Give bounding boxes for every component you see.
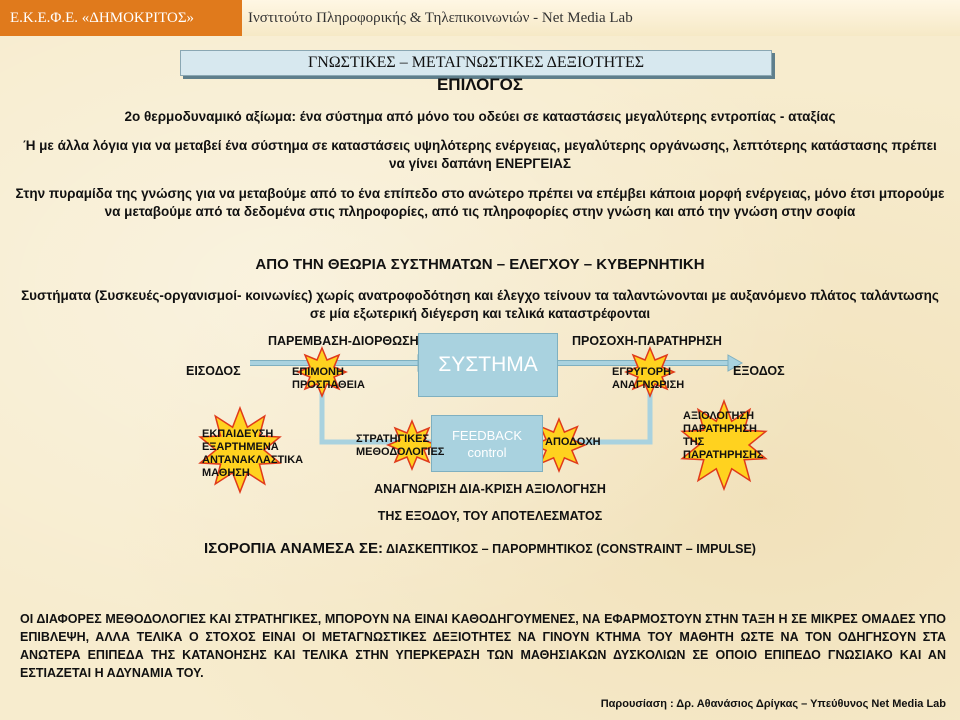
persistence-label [292,366,365,392]
paragraph-pyramid: Στην πυραμίδα της γνώσης για να μεταβούμε από το ένα επίπεδο στο ανώτερο πρέπει να επέμβει κάποια μορφή ενέργειας, μόνο έτσι μπορούμε να μεταβούμε από τα δεδομένα στις πληροφορίες, από τις πληροφορίες στην γνώση και από την γνώση στην σοφία [15,186,945,219]
section-heading: ΑΠΟ ΤΗΝ ΘΕΩΡΙΑ ΣΥΣΤΗΜΑΤΩΝ – ΕΛΕΓΧΟΥ – ΚΥΒΕΡΝΗΤΙΚΗ [255,256,705,273]
systems-text: Συστήματα (Συσκευές-οργανισμοί- κοινωνίες) χωρίς ανατροφοδότηση και έλεγχο τείνουν τα ταλαντώνονται με αυξανόμενο πλάτος ταλάντωσης σε μία εξωτερική διέγερση και τελικά καταστρέφονται [21,288,939,321]
persistence-line-1: ΕΠΙΜΟΝΗ [292,366,344,378]
education-line-2: ΕΞΑΡΤΗΜΕΝΑ [202,441,279,453]
evaluation-label [683,410,764,462]
evaluation-line-2: ΠΑΡΑΤΗΡΗΣΗ [683,423,757,435]
feedback-label: FEEDBACK [451,427,523,443]
education-line-3: ΑΝΤΑΝΑΚΛΑΣΤΙΚΑ [202,454,304,466]
system-box: ΣΥΣΤΗΜΑ [418,333,558,397]
evaluation-line-3: ΤΗΣ [683,436,705,448]
vigilant-line-1: ΕΓΡΥΓΟΡΗ [612,366,672,378]
balance-rest: ΔΙΑΣΚΕΠΤΙΚΟΣ – ΠΑΡΟΡΜΗΤΙΚΟΣ (CONSTRAINT – IMPULSE) [383,542,756,556]
conclusion-paragraph: ΟΙ ΔΙΑΦΟΡΕΣ ΜΕΘΟΔΟΛΟΓΙΕΣ ΚΑΙ ΣΤΡΑΤΗΓΙΚΕΣ, ΜΠΟΡΟΥΝ ΝΑ ΕΙΝΑΙ ΚΑΘΟΔΗΓΟΥΜΕΝΕΣ, ΝΑ ΕΦΑΡΜΟΣΤΟΥΝ ΣΤΗΝ ΤΑΞΗ Η ΣΕ ΜΙΚΡΕΣ ΟΜΑΔΕΣ ΥΠΟ ΕΠΙΒΛΕΨΗ, ΑΛΛΑ ΤΕΛΙΚΑ Ο ΣΤΟΧΟΣ ΕΙΝΑΙ ΟΙ ΜΕΤΑΓΝΩΣΤΙΚΕΣ ΔΕΞΙΟΤΗΤΕΣ ΝΑ ΓΙΝΟΥΝ ΚΤΗΜΑ ΤΟΥ ΜΑΘΗΤΗ ΩΣΤΕ ΝΑ ΤΟΝ ΟΔΗΓΗΣΟΥΝ ΣΤΑ ΑΝΩΤΕΡΑ ΕΠΙΠΕΔΑ ΤΗΣ ΚΑΤΑΝΟΗΣΗΣ ΚΑΙ ΤΕΛΙΚΑ ΣΤΗΝ ΥΠΕΡΚΕΡΑΣΗ ΤΩΝ ΜΑΘΗΣΙΑΚΩΝ ΔΥΣΚΟΛΙΩΝ ΣΕ ΟΠΟΙΟ ΕΠΙΠΕΔΟ ΓΝΩΣΙΑΚΟ ΚΑΙ ΑΝ ΕΣΤΙΑΖΕΤΑΙ Η ΑΔΥΝΑΜΙΑ ΤΟΥ. [20,612,946,680]
education-line-4: ΜΑΘΗΣΗ [202,467,250,479]
institute-name: Ινστιτούτο Πληροφορικής & Τηλεπικοινωνιών - Net Media Lab [248,9,633,26]
intervention-label: ΠΑΡΕΜΒΑΣΗ-ΔΙΟΡΘΩΣΗ [268,334,419,348]
slide-title: ΓΝΩΣΤΙΚΕΣ – ΜΕΤΑΓΝΩΣΤΙΚΕΣ ΔΕΞΙΟΤΗΤΕΣ [180,50,772,76]
evaluation-line-1: ΑΞΙΟΛΟΓΗΣΗ [683,410,755,422]
paragraph-energy: Ή με άλλα λόγια για να μεταβεί ένα σύστημα σε καταστάσεις υψηλότερης ενέργειας, μεγαλύτερης οργάνωσης, λεπτότερης κατάστασης πρέπει να γίνει δαπάνη ΕΝΕΡΓΕΙΑΣ [23,138,937,171]
strategies-line-1: ΣΤΡΑΤΗΓΙΚΕΣ [356,433,430,445]
feedback-box [431,415,543,472]
balance-line [100,540,860,558]
strategies-line-2: ΜΕΘΟΔΟΛΟΓΙΕΣ [356,446,445,458]
control-label: control [467,444,507,460]
vigilant-line-2: ΑΝΑΓΝΩΡΙΣΗ [612,379,685,391]
vigilant-label [612,366,684,392]
strategies-label [356,433,444,459]
education-line-1: ΕΚΠΑΙΔΕΥΣΗ [202,428,274,440]
acceptance-label: ΑΠΟΔΟΧΗ [545,436,601,448]
presenter-footer: Παρουσίαση : Δρ. Αθανάσιος Δρίγκας – Υπεύθυνος Net Media Lab [600,698,946,710]
education-label [202,428,303,480]
output-label: ΕΞΟΔΟΣ [733,364,785,378]
recognition-line-1: ΑΝΑΓΝΩΡΙΣΗ ΔΙΑ-ΚΡΙΣΗ ΑΞΙΟΛΟΓΗΣΗ [374,482,606,496]
attention-label: ΠΡΟΣΟΧΗ-ΠΑΡΑΤΗΡΗΣΗ [572,334,722,348]
recognition-line-2: ΤΗΣ ΕΞΟΔΟΥ, ΤΟΥ ΑΠΟΤΕΛΕΣΜΑΤΟΣ [377,509,603,523]
balance-lead: ΙΣΟΡΟΠΙΑ ΑΝΑΜΕΣΑ ΣΕ: [204,540,383,557]
input-label: ΕΙΣΟΔΟΣ [186,364,241,378]
evaluation-line-4: ΠΑΡΑΤΗΡΗΣΗΣ [683,449,764,461]
org-name: Ε.Κ.Ε.Φ.Ε. «ΔΗΜΟΚΡΙΤΟΣ» [0,0,242,36]
slide-subtitle: ΕΠΙΛΟΓΟΣ [436,75,524,94]
paragraph-thermodynamics: 2ο θερμοδυναμικό αξίωμα: ένα σύστημα από μόνο του οδεύει σε καταστάσεις μεγαλύτερης εντροπίας - αταξίας [124,109,836,124]
persistence-line-2: ΠΡΟΣΠΑΘΕΙΑ [292,379,365,391]
